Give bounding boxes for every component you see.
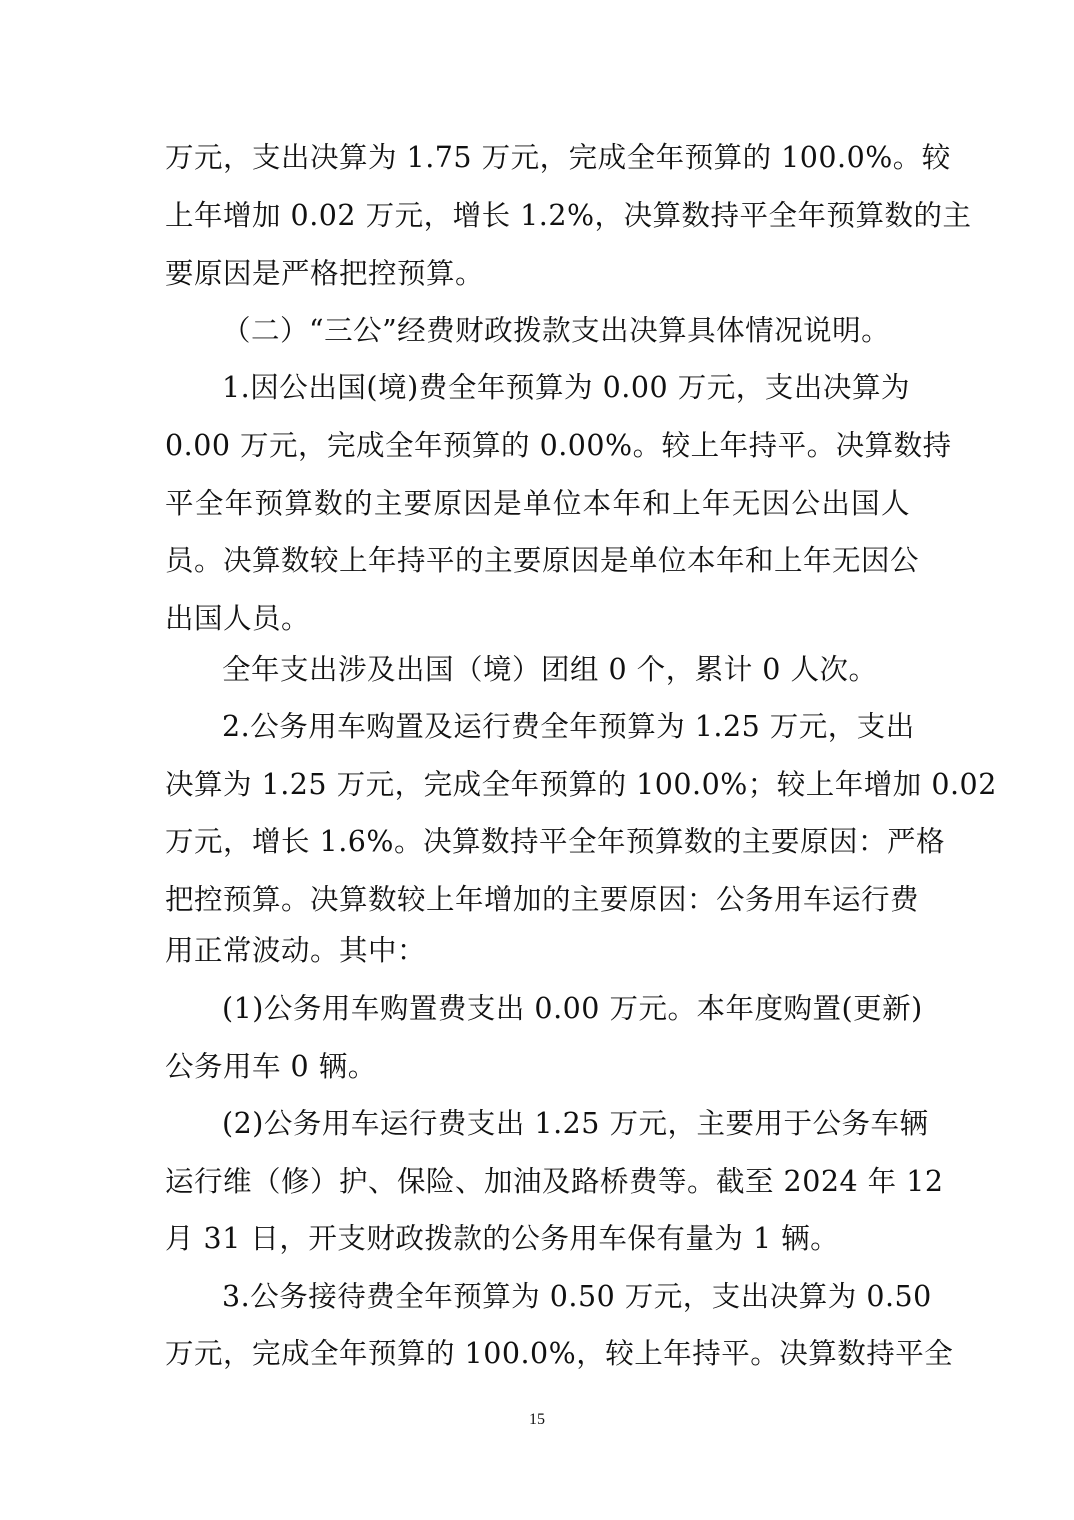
text-line: (1)公务用车购置费支出 0.00 万元。本年度购置(更新): [222, 992, 923, 1025]
text-line: 万元，完成全年预算的 100.0%，较上年持平。决算数持平全: [165, 1337, 954, 1370]
text-line: 把控预算。决算数较上年增加的主要原因：公务用车运行费: [165, 883, 920, 916]
text-line: 全年支出涉及出国（境）团组 0 个，累计 0 人次。: [222, 653, 878, 686]
text-line: 3.公务接待费全年预算为 0.50 万元，支出决算为 0.50: [222, 1280, 932, 1313]
text-line: 运行维（修）护、保险、加油及路桥费等。截至 2024 年 12: [165, 1165, 944, 1198]
text-line: 上年增加 0.02 万元，增长 1.2%，决算数持平全年预算数的主: [165, 199, 972, 232]
text-line: 平全年预算数的主要原因是单位本年和上年无因公出国人: [165, 487, 910, 520]
text-line: 月 31 日，开支财政拨款的公务用车保有量为 1 辆。: [165, 1222, 840, 1255]
text-line: 出国人员。: [165, 602, 311, 635]
text-line: 万元，支出决算为 1.75 万元，完成全年预算的 100.0%。较: [165, 141, 951, 174]
text-line: 决算为 1.25 万元，完成全年预算的 100.0%；较上年增加 0.02: [165, 768, 997, 801]
text-line: 要原因是严格把控预算。: [165, 257, 485, 290]
text-line: 用正常波动。其中：: [165, 934, 427, 967]
text-line: 1.因公出国(境)费全年预算为 0.00 万元，支出决算为: [222, 371, 910, 404]
text-line: 万元，增长 1.6%。决算数持平全年预算数的主要原因：严格: [165, 825, 945, 858]
text-line: (2)公务用车运行费支出 1.25 万元，主要用于公务车辆: [222, 1107, 929, 1140]
section-heading: （二）“三公”经费财政拨款支出决算具体情况说明。: [222, 314, 891, 347]
text-line: 2.公务用车购置及运行费全年预算为 1.25 万元，支出: [222, 710, 915, 743]
text-line: 公务用车 0 辆。: [165, 1050, 377, 1083]
text-line: 员。决算数较上年持平的主要原因是单位本年和上年无因公: [165, 544, 920, 577]
page-number: 15: [529, 1411, 545, 1428]
text-line: 0.00 万元，完成全年预算的 0.00%。较上年持平。决算数持: [165, 429, 952, 462]
